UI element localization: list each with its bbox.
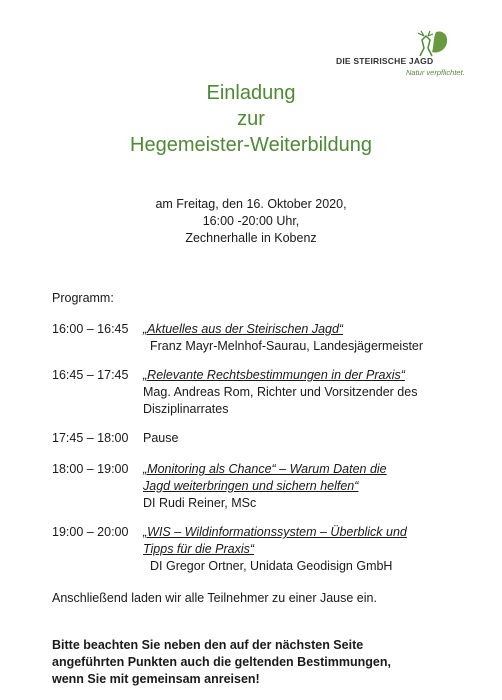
program-heading: Programm: xyxy=(52,291,114,305)
notice-line: Bitte beachten Sie neben den auf der nächsten Seite xyxy=(52,638,364,652)
program-item-title: Jagd weiterbringen und sichern helfen“ xyxy=(143,479,359,493)
program-item-title: „Aktuelles aus der Steirischen Jagd“ xyxy=(143,322,344,336)
closing-text: Anschließend laden wir alle Teilnehmer zu einer Jause ein. xyxy=(52,591,377,605)
event-time: 16:00 -20:00 Uhr, xyxy=(202,214,300,228)
program-item-title: „WIS – Wildinformationssystem – Überblick und xyxy=(143,525,407,539)
program-item-time: 18:00 – 19:00 xyxy=(52,462,129,476)
logo-slogan: Natur verpflichtet. xyxy=(406,68,465,77)
program-item-speaker: DI Rudi Reiner, MSc xyxy=(143,496,257,510)
program-pause: Pause xyxy=(143,431,179,445)
program-item-time: 17:45 – 18:00 xyxy=(52,431,129,445)
program-item-title: Tipps für die Praxis“ xyxy=(143,542,255,556)
program-item-speaker: DI Gregor Ortner, Unidata Geodisign GmbH xyxy=(150,559,393,573)
notice-line: wenn Sie mit gemeinsam anreisen! xyxy=(52,672,260,686)
program-item-title: „Monitoring als Chance“ – Warum Daten die xyxy=(143,462,387,476)
program-item-time: 19:00 – 20:00 xyxy=(52,525,129,539)
logo xyxy=(318,28,468,86)
program-item-title: „Relevante Rechtsbestimmungen in der Praxis“ xyxy=(143,368,405,382)
event-date: am Freitag, den 16. Oktober 2020, xyxy=(155,197,347,211)
logo-name: DIE STEIRISCHE JAGD xyxy=(336,56,434,66)
title-line-1: Einladung xyxy=(206,82,296,104)
program-item-speaker: Mag. Andreas Rom, Richter und Vorsitzender des xyxy=(143,385,418,399)
title-line-2: zur xyxy=(237,108,265,130)
title-line-3: Hegemeister-Weiterbildung xyxy=(130,134,372,156)
program-item-speaker: Franz Mayr-Melnhof-Saurau, Landesjägermeister xyxy=(150,339,424,353)
program-item-speaker: Disziplinarrates xyxy=(143,402,229,416)
program-item-time: 16:00 – 16:45 xyxy=(52,322,129,336)
notice-line: angeführten Punkten auch die geltenden Bestimmungen, xyxy=(52,655,391,669)
program-item-time: 16:45 – 17:45 xyxy=(52,368,129,382)
event-location: Zechnerhalle in Kobenz xyxy=(185,231,317,245)
